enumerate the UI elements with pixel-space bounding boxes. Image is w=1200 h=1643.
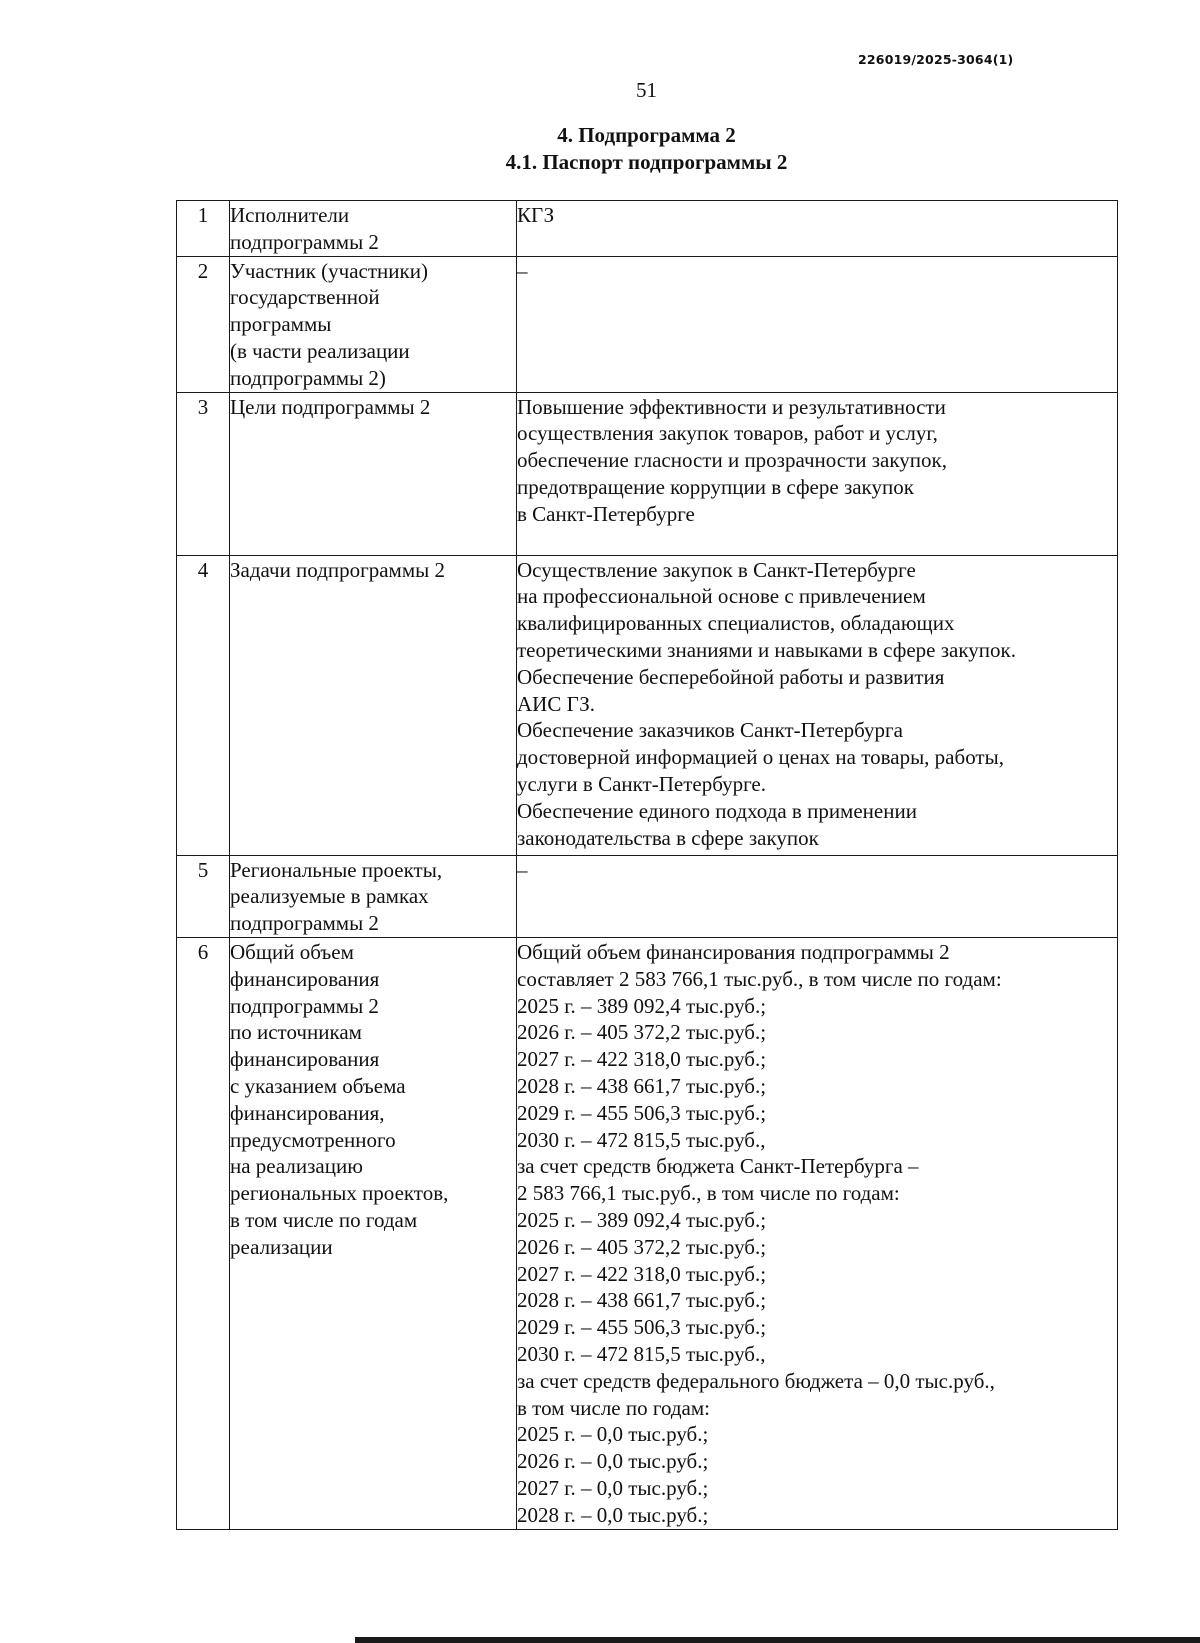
row-value	[517, 555, 1118, 855]
value-line: 2 583 766,1 тыс.руб., в том числе по годам:	[517, 1181, 900, 1206]
label-line: на реализацию	[230, 1154, 363, 1179]
table-row	[177, 392, 1118, 555]
label-line: Общий объем	[230, 939, 354, 964]
value-line: 2025 г. – 389 092,4 тыс.руб.;	[517, 1207, 767, 1232]
row-label	[230, 201, 517, 257]
label-line: предусмотренного	[230, 1127, 396, 1152]
value-line: Осуществление закупок в Санкт-Петербурге	[517, 557, 916, 582]
value-line: достоверной информацией о ценах на товары, работы,	[517, 745, 1004, 770]
label-line: подпрограммы 2	[230, 229, 379, 254]
row-label	[230, 937, 517, 1529]
row-number: 1	[177, 201, 230, 257]
label-line: финансирования	[230, 966, 380, 991]
label-line: программы	[230, 312, 332, 337]
table-row	[177, 201, 1118, 257]
label-line: подпрограммы 2	[230, 993, 379, 1018]
table-row	[177, 855, 1118, 937]
row-value	[517, 392, 1118, 555]
value-line: за счет средств федерального бюджета – 0,0 тыс.руб.,	[517, 1368, 995, 1393]
row-number: 2	[177, 256, 230, 392]
value-line: –	[517, 857, 528, 882]
document-id: 226019/2025-3064(1)	[858, 52, 1014, 67]
value-line: 2027 г. – 0,0 тыс.руб.;	[517, 1475, 709, 1500]
value-line: услуги в Санкт-Петербурге.	[517, 771, 767, 796]
value-line: 2026 г. – 405 372,2 тыс.руб.;	[517, 1020, 767, 1045]
value-line: законодательства в сфере закупок	[517, 825, 819, 850]
value-line: за счет средств бюджета Санкт-Петербурга –	[517, 1154, 919, 1179]
value-line: 2025 г. – 389 092,4 тыс.руб.;	[517, 993, 767, 1018]
value-line: 2028 г. – 438 661,7 тыс.руб.;	[517, 1073, 767, 1098]
page-number: 51	[636, 78, 657, 102]
label-line: финансирования,	[230, 1100, 385, 1125]
row-value	[517, 937, 1118, 1529]
row-number: 6	[177, 937, 230, 1529]
table-row	[177, 937, 1118, 1529]
value-line: теоретическими знаниями и навыками в сфере закупок.	[517, 637, 1016, 662]
label-line: государственной	[230, 285, 380, 310]
value-line: квалифицированных специалистов, обладающих	[517, 611, 955, 636]
value-line: –	[517, 258, 528, 283]
row-number: 5	[177, 855, 230, 937]
label-line: подпрограммы 2)	[230, 365, 386, 390]
value-line: 2028 г. – 0,0 тыс.руб.;	[517, 1502, 709, 1527]
value-line: осуществления закупок товаров, работ и услуг,	[517, 421, 938, 446]
label-line: (в части реализации	[230, 338, 410, 363]
row-value	[517, 256, 1118, 392]
value-line: 2030 г. – 472 815,5 тыс.руб.,	[517, 1127, 766, 1152]
value-line: Повышение эффективности и результативности	[517, 394, 946, 419]
value-line: Обеспечение единого подхода в применении	[517, 798, 917, 823]
label-line: финансирования	[230, 1047, 380, 1072]
value-line: в том числе по годам:	[517, 1395, 710, 1420]
page-heading	[0, 122, 1200, 176]
value-line: Общий объем финансирования подпрограммы 2	[517, 939, 950, 964]
value-line: 2030 г. – 472 815,5 тыс.руб.,	[517, 1341, 766, 1366]
row-label	[230, 256, 517, 392]
label-line: региональных проектов,	[230, 1181, 449, 1206]
label-line: Региональные проекты,	[230, 857, 443, 882]
value-line: на профессиональной основе с привлечением	[517, 584, 926, 609]
value-line: обеспечение гласности и прозрачности закупок,	[517, 448, 947, 473]
row-number: 3	[177, 392, 230, 555]
passport-table-body	[177, 201, 1118, 1530]
value-line: предотвращение коррупции в сфере закупок	[517, 474, 914, 499]
label-line: Исполнители	[230, 203, 350, 227]
table-row	[177, 555, 1118, 855]
value-line: 2028 г. – 438 661,7 тыс.руб.;	[517, 1288, 767, 1313]
label-line: подпрограммы 2	[230, 911, 379, 936]
value-line: составляет 2 583 766,1 тыс.руб., в том числе по годам:	[517, 966, 1002, 991]
value-line: 2027 г. – 422 318,0 тыс.руб.;	[517, 1047, 767, 1072]
row-value	[517, 855, 1118, 937]
label-line: реализуемые в рамках	[230, 884, 429, 909]
row-label	[230, 392, 517, 555]
value-line: 2025 г. – 0,0 тыс.руб.;	[517, 1422, 709, 1447]
section-title: 4. Подпрограмма 2	[557, 123, 736, 147]
label-line: с указанием объема	[230, 1073, 406, 1098]
table-row	[177, 256, 1118, 392]
scan-edge-mark	[355, 1637, 1200, 1643]
value-line: 2027 г. – 422 318,0 тыс.руб.;	[517, 1261, 767, 1286]
value-line: Обеспечение заказчиков Санкт-Петербурга	[517, 718, 903, 743]
row-label	[230, 555, 517, 855]
row-value	[517, 201, 1118, 257]
passport-table	[176, 200, 1118, 1530]
label-line: по источникам	[230, 1020, 362, 1045]
label-line: Участник (участники)	[230, 258, 428, 283]
value-line: КГЗ	[517, 203, 555, 227]
value-line: 2029 г. – 455 506,3 тыс.руб.;	[517, 1100, 767, 1125]
label-line: реализации	[230, 1234, 333, 1259]
value-line: в Санкт-Петербурге	[517, 501, 695, 526]
label-line: Задачи подпрограммы 2	[230, 557, 445, 582]
row-label	[230, 855, 517, 937]
label-line: в том числе по годам	[230, 1207, 418, 1232]
value-line: 2026 г. – 0,0 тыс.руб.;	[517, 1449, 709, 1474]
value-line: АИС ГЗ.	[517, 691, 596, 716]
value-line: 2026 г. – 405 372,2 тыс.руб.;	[517, 1234, 767, 1259]
value-line: Обеспечение бесперебойной работы и развития	[517, 664, 945, 689]
row-number: 4	[177, 555, 230, 855]
value-line: 2029 г. – 455 506,3 тыс.руб.;	[517, 1315, 767, 1340]
label-line: Цели подпрограммы 2	[230, 394, 431, 419]
subsection-title: 4.1. Паспорт подпрограммы 2	[505, 150, 788, 174]
